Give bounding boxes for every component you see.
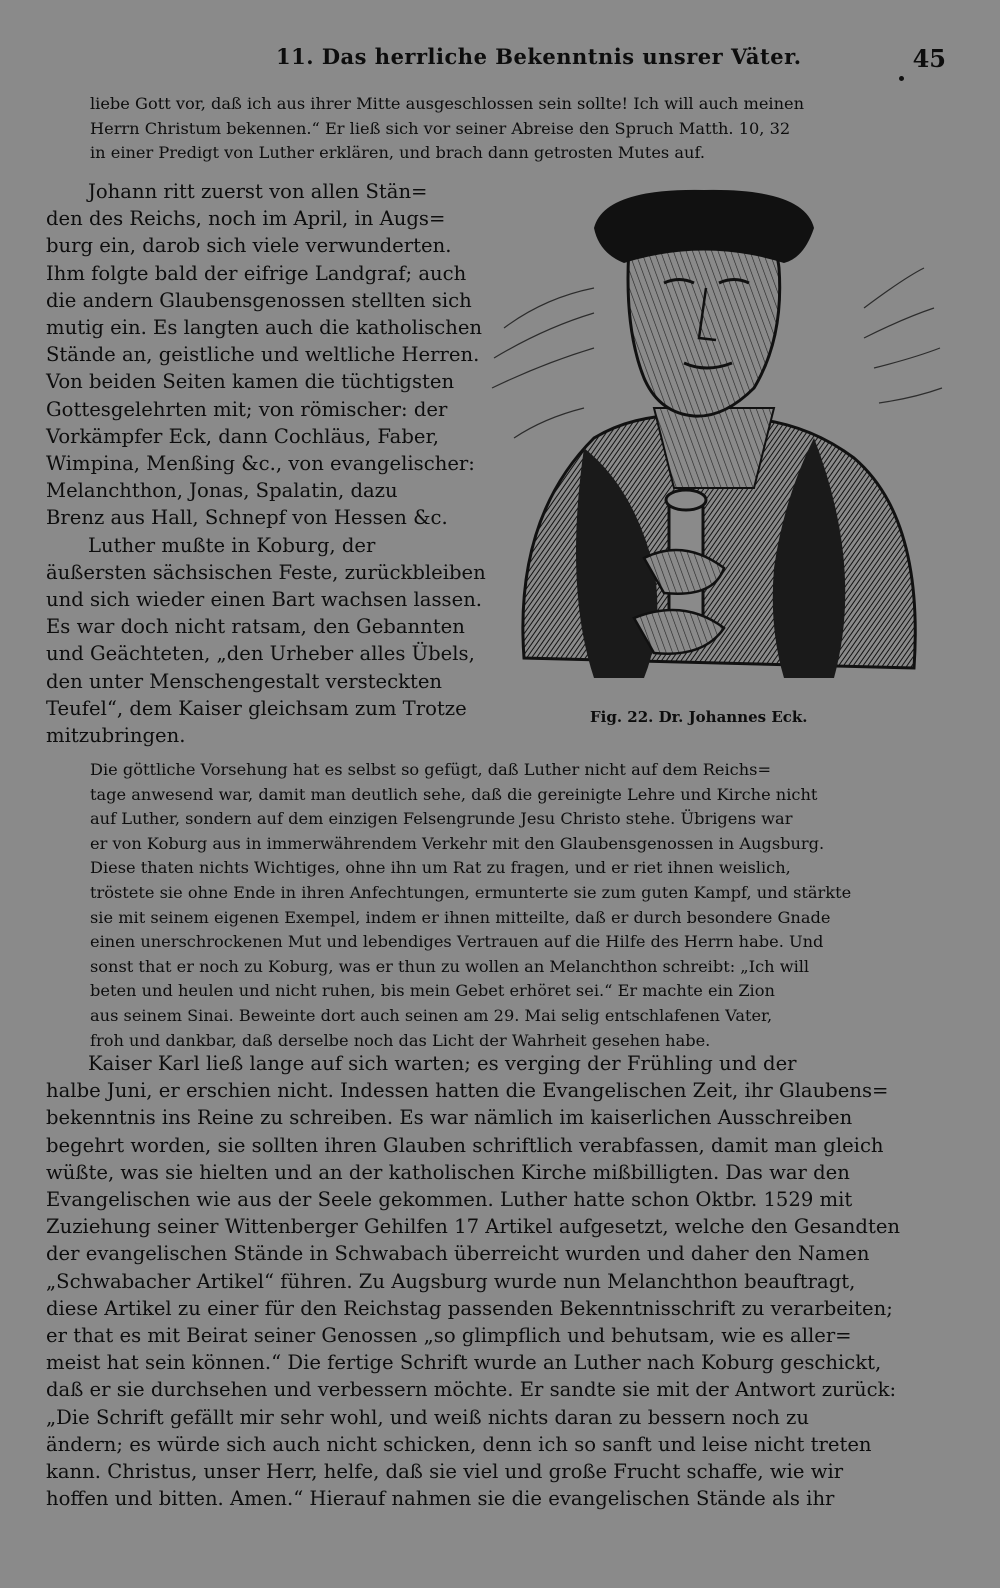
text-line: Johann ritt zuerst von allen Stän= (88, 180, 428, 203)
text-line: und sich wieder einen Bart wachsen lassen. (46, 588, 483, 612)
text-line: Gottesgelehrten mit; von römischer: der (46, 397, 448, 421)
text-line: Ihm folgte bald der eifrige Landgraf; auch (46, 261, 467, 285)
ink-dot (899, 76, 904, 81)
text-line: Herrn Christum bekennen.“ Er ließ sich vor seiner Abreise den Spruch Matth. 10, 32 (90, 118, 791, 138)
text-line: auf Luther, sondern auf dem einzigen Felsengrunde Jesu Christo stehe. Übrigens war (90, 809, 793, 829)
text-line: aus seinem Sinai. Beweinte dort auch seinen am 29. Mai selig entschlafenen Vater, (90, 1005, 773, 1025)
text-line: Teufel“, dem Kaiser gleichsam zum Trotze (46, 696, 467, 720)
text-line: Evangelischen wie aus der Seele gekommen. Luther hatte schon Oktbr. 1529 mit (46, 1188, 853, 1212)
text-line: der evangelischen Stände in Schwabach überreicht wurden und daher den Namen (46, 1242, 870, 1266)
paragraph-johann (46, 178, 486, 749)
page-header (46, 44, 946, 80)
page-number: 45 (912, 44, 946, 73)
text-line: Zuziehung seiner Wittenberger Gehilfen 17 Artikel aufgesetzt, welche den Gesandten (46, 1215, 901, 1239)
text-line: bekenntnis ins Reine zu schreiben. Es war nämlich im kaiserlichen Ausschreiben (46, 1106, 853, 1130)
text-line: tage anwesend war, damit man deutlich sehe, daß die gereinigte Lehre und Kirche nicht (90, 784, 818, 804)
text-line: Melanchthon, Jonas, Spalatin, dazu (46, 479, 398, 503)
text-line: Kaiser Karl ließ lange auf sich warten; es verging der Frühling und der (88, 1052, 797, 1075)
text-line: kann. Christus, unser Herr, helfe, daß sie viel und große Frucht schaffe, wie wir (46, 1460, 844, 1484)
text-line: liebe Gott vor, daß ich aus ihrer Mitte ausgeschlossen sein sollte! Ich will auch meinen (90, 94, 805, 113)
text-line: Von beiden Seiten kamen die tüchtigsten (46, 370, 455, 394)
portrait-illustration (484, 188, 948, 688)
text-line: Wimpina, Menßing &c., von evangelischer: (46, 452, 475, 476)
text-line: froh und dankbar, daß derselbe noch das Licht der Wahrheit gesehen habe. (90, 1030, 711, 1050)
text-line: ändern; es würde sich auch nicht schicken, denn ich so sanft und leise nicht treten (46, 1432, 872, 1456)
text-line: beten und heulen und nicht ruhen, bis mein Gebet erhöret sei.“ Er machte ein Zion (90, 981, 775, 1001)
text-line: mitzubringen. (46, 724, 186, 748)
text-line: meist hat sein können.“ Die fertige Schrift wurde an Luther nach Koburg geschickt, (46, 1351, 882, 1375)
text-line: „Schwabacher Artikel“ führen. Zu Augsburg wurde nun Melanchthon beauftragt, (46, 1269, 856, 1293)
paragraph-kaiser (46, 1050, 946, 1512)
text-line: und Geächteten, „den Urheber alles Übels, (46, 642, 475, 666)
text-line: er that es mit Beirat seiner Genossen „so glimpflich und behutsam, wie es aller= (46, 1324, 852, 1348)
text-line: äußersten sächsischen Feste, zurückbleiben (46, 560, 486, 584)
text-line: Diese thaten nichts Wichtiges, ohne ihn um Rat zu fragen, und er riet ihnen weislich, (90, 858, 791, 878)
text-line: er von Koburg aus in immerwährendem Verkehr mit den Glaubensgenossen in Augsburg. (90, 833, 825, 853)
running-title: 11. Das herrliche Bekenntnis unsrer Väter. (276, 44, 802, 69)
text-line: begehrt worden, sie sollten ihren Glauben schriftlich verabfassen, damit man gleich (46, 1133, 884, 1157)
text-line: in einer Predigt von Luther erklären, und brach dann getrosten Mutes auf. (90, 143, 705, 163)
text-line: den unter Menschengestalt versteckten (46, 669, 443, 693)
text-line: halbe Juni, er erschien nicht. Indessen hatten die Evangelischen Zeit, ihr Glaubens= (46, 1079, 889, 1103)
text-line: burg ein, darob sich viele verwunderten. (46, 234, 452, 258)
text-line: einen unerschrockenen Mut und lebendiges Vertrauen auf die Hilfe des Herrn habe. Und (90, 932, 824, 952)
text-line: sie mit seinem eigenen Exempel, indem er ihnen mitteilte, daß er durch besondere Gnade (90, 907, 831, 927)
text-line: die andern Glaubensgenossen stellten sich (46, 288, 472, 312)
figure-caption: Fig. 22. Dr. Johannes Eck. (590, 708, 808, 726)
text-line: Luther mußte in Koburg, der (88, 533, 376, 557)
text-line: wüßte, was sie hielten und an der katholischen Kirche mißbilligten. Das war den (46, 1160, 850, 1184)
text-line: hoffen und bitten. Amen.“ Hierauf nahmen sie die evangelischen Stände als ihr (46, 1487, 835, 1511)
text-line: „Die Schrift gefällt mir sehr wohl, und weiß nichts daran zu bessern noch zu (46, 1405, 809, 1429)
portrait-figure (484, 188, 948, 688)
text-line: Vorkämpfer Eck, dann Cochläus, Faber, (46, 424, 439, 448)
text-line: sonst that er noch zu Koburg, was er thun zu wollen an Melanchthon schreibt: „Ich will (90, 956, 810, 976)
text-line: Es war doch nicht ratsam, den Gebannten (46, 615, 465, 639)
text-line: Die göttliche Vorsehung hat es selbst so gefügt, daß Luther nicht auf dem Reichs= (90, 760, 772, 779)
paragraph-vorsehung (90, 758, 946, 1053)
text-line: mutig ein. Es langten auch die katholischen (46, 316, 483, 340)
text-line: diese Artikel zu einer für den Reichstag passenden Bekenntnisschrift zu verarbeiten; (46, 1296, 893, 1320)
text-line: Brenz aus Hall, Schnepf von Hessen &c. (46, 506, 448, 530)
paragraph-top (90, 92, 946, 166)
text-line: daß er sie durchsehen und verbessern möchte. Er sandte sie mit der Antwort zurück: (46, 1378, 897, 1402)
text-line: den des Reichs, noch im April, in Augs= (46, 207, 446, 231)
text-line: tröstete sie ohne Ende in ihren Anfechtungen, ermunterte sie zum guten Kampf, und stärkte (90, 882, 852, 902)
text-line: Stände an, geistliche und weltliche Herren. (46, 343, 480, 367)
